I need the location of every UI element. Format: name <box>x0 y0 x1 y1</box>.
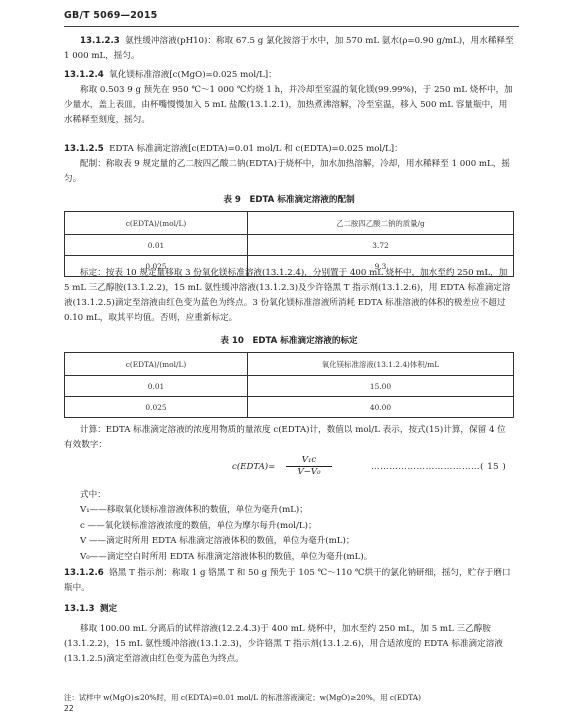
table-cell: 9.3 <box>248 256 514 277</box>
table-header-cell: 乙二胺四乙酸二钠的质量/g <box>248 212 514 235</box>
table-header-cell: c(EDTA)/(mol/L) <box>65 353 248 376</box>
section-text: 氨性缓冲溶液(pH10)：称取 67.5 g 氯化铵溶于水中，加 570 mL 氨水(ρ=0.90 g/mL)，用水稀释至 1 000 mL，摇匀。 <box>64 36 514 61</box>
page-number: 22 <box>64 704 74 713</box>
section-body: 配制：称取表 9 规定量的乙二胺四乙酸二钠(EDTA)于烧杯中，加水加热溶解，冷却，用水稀释至 1 000 mL，摇匀。 <box>64 159 510 184</box>
table-10 <box>64 352 514 418</box>
formula-dots: ……………………………… <box>371 462 481 472</box>
table-9-caption: 表 9 EDTA 标准滴定溶液的配制 <box>223 195 355 205</box>
section-number: 13.1.2.6 <box>64 568 104 578</box>
calculation-intro: 计算：EDTA 标准滴定溶液的浓度用物质的量浓度 c(EDTA)计，数值以 mol/L 表示，按式(15)计算，保留 4 位有效数字： <box>64 425 506 450</box>
table-cell: 0.01 <box>65 376 248 397</box>
section-body: 称取 0.503 9 g 预先在 950 ℃～1 000 ℃灼烧 1 h，并冷却至室温的氧化镁(99.99%)，于 250 mL 烧杯中，加少量水，盖上表皿，由杯嘴慢慢加入 5 mL 盐酸(13.1.2.1)，加热煮沸溶解，冷至室温，移入 500 mL 容量瓶中，用水稀释至刻度，摇匀。 <box>64 85 513 125</box>
table-header-cell: 氧化镁标准溶液(13.1.2.4)体积/mL <box>248 353 514 376</box>
section-title: EDTA 标准滴定溶液[c(EDTA)=0.01 mol/L 和 c(EDTA)=0.025 mol/L]： <box>109 144 403 154</box>
section-number: 13.1.3 <box>64 604 95 614</box>
footnote: 注：试样中 w(MgO)≤20%时，用 c(EDTA)=0.01 mol/L 的标准溶液滴定；w(MgO)≥20%，用 c(EDTA) <box>64 693 421 702</box>
table-10-caption: 表 10 EDTA 标准滴定溶液的标定 <box>220 336 358 346</box>
table-cell: 0.025 <box>65 256 248 277</box>
section-number: 13.1.2.4 <box>64 70 104 80</box>
table-row <box>65 376 514 397</box>
variable-item: V₁——移取氧化镁标准溶液体积的数值，单位为毫升(mL)； <box>80 505 308 515</box>
table-row <box>65 397 514 418</box>
variable-item: V₀——滴定空白时所用 EDTA 标准滴定溶液体积的数值，单位为毫升(mL)。 <box>80 551 373 562</box>
variable-item: c ——氧化镁标准溶液浓度的数值，单位为摩尔每升(mol/L)； <box>80 520 317 531</box>
table-cell: 0.025 <box>65 397 248 418</box>
formula-fraction <box>286 455 332 477</box>
calibration-paragraph: 标定：按表 10 规定量移取 3 份氧化镁标准溶液(13.1.2.4)，分别置于 400 mL 烧杯中，加水至约 250 mL，加 5 mL 三乙醇胺(13.1.2.2)，15 mL 氨性缓冲溶液(13.1.2.3)及少许铬黑 T 指示剂(13.1.2.6)，用 EDTA 标准滴定溶液(13.1.2.5)滴定至溶液由红色变为蓝色为终点。3 份氧化镁标准溶液所消耗 EDTA 标准溶液的体积的极差应不超过 0.10 mL，取其平均值。否则，应重新标定。 <box>64 268 511 323</box>
formula-equation-number <box>371 462 506 472</box>
where-label: 式中： <box>80 490 106 500</box>
formula-lhs: c(EDTA)= <box>232 462 276 472</box>
section-number: 13.1.2.5 <box>64 144 104 154</box>
variable-list <box>80 503 520 565</box>
standard-header: GB/T 5069—2015 <box>64 10 158 21</box>
table-cell: 0.01 <box>65 235 248 256</box>
measurement-paragraph: 移取 100.00 mL 分离后的试样溶液(12.2.4.3)于 400 mL 烧杯中，加水至约 250 mL，加 5 mL 三乙醇胺(13.1.2.2)，15 mL 氨性缓冲溶液(13.1.2.3)，少许铬黑 T 指示剂(13.1.2.6)，用合适浓度的 EDTA 标准滴定溶液(13.1.2.5)滴定至溶液由红色变为蓝色为终点。 <box>64 624 503 664</box>
table-row <box>65 235 514 256</box>
section-title: 氧化镁标准溶液[c(MgO)=0.025 mol/L]： <box>109 70 277 80</box>
header-rule <box>64 26 519 27</box>
section-title: 测定 <box>99 604 118 614</box>
formula-eqno: ( 15 ) <box>480 462 507 472</box>
section-13-1-2-6 <box>64 566 514 596</box>
section-13-1-3 <box>64 602 514 617</box>
section-text: 铬黑 T 指示剂：称取 1 g 铬黑 T 和 50 g 预先于 105 ℃～110 ℃烘干的氯化钠研细，摇匀，贮存于磨口瓶中。 <box>64 568 511 593</box>
table-header-cell: c(EDTA)/(mol/L) <box>65 212 248 235</box>
section-number: 13.1.2.3 <box>80 36 120 46</box>
table-cell: 40.00 <box>248 397 514 418</box>
formula-denominator: V−V₀ <box>297 467 321 477</box>
table-cell: 3.72 <box>248 235 514 256</box>
section-13-1-2-5 <box>64 142 514 187</box>
variable-item: V ——滴定时所用 EDTA 标准滴定溶液体积的数值，单位为毫升(mL)； <box>80 536 355 546</box>
table-header-row <box>65 353 514 376</box>
formula-numerator: V₁c <box>286 455 332 467</box>
table-cell: 15.00 <box>248 376 514 397</box>
table-header-row <box>65 212 514 235</box>
section-13-1-2-4 <box>64 68 514 128</box>
section-13-1-2-3 <box>64 34 514 64</box>
